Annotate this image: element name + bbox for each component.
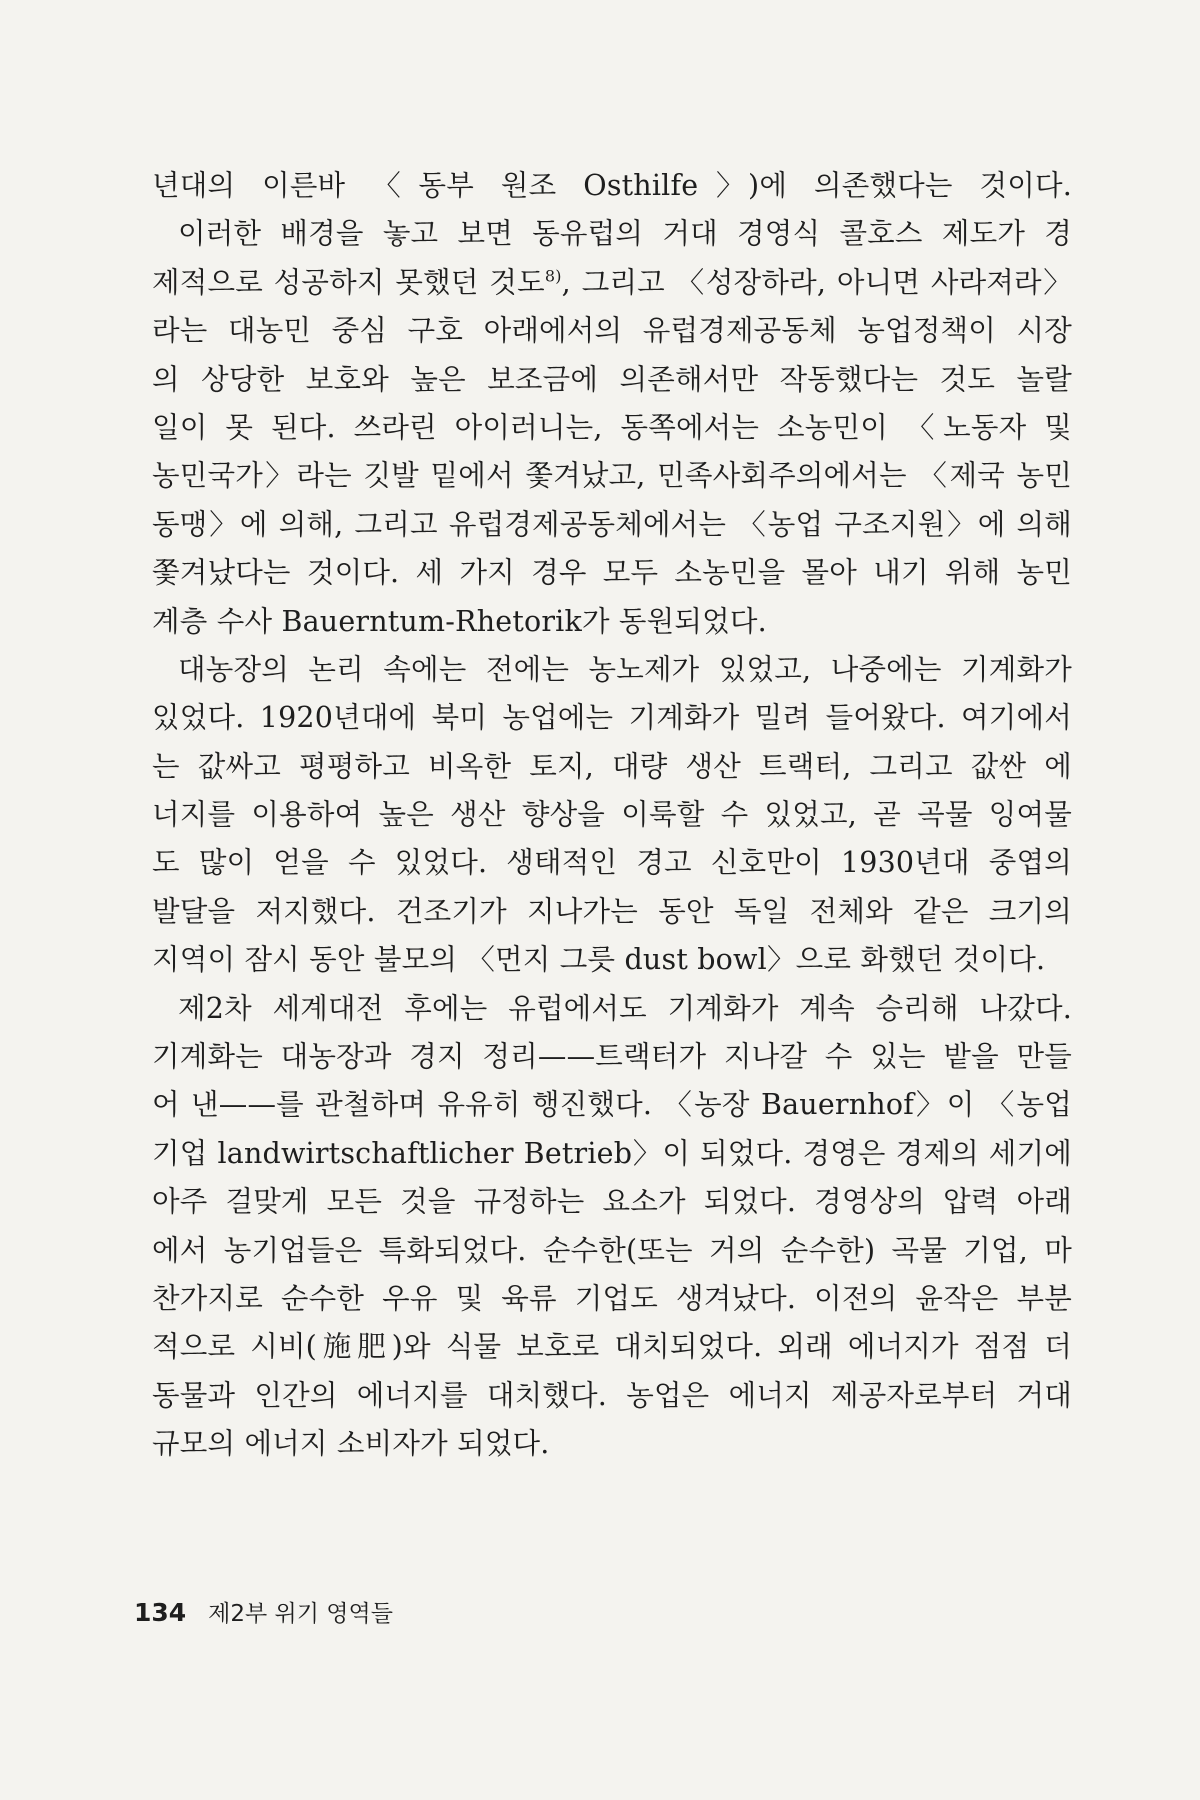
text-line	[152, 259, 1072, 307]
text-line: 도 많이 얻을 수 있었다. 생태적인 경고 신호만이 1930년대 중엽의	[152, 846, 1072, 880]
text-line: 찬가지로 순수한 우유 및 육류 기업도 생겨났다. 이전의 윤작은 부분	[152, 1281, 1072, 1315]
text-line: 일이 못 된다. 쓰라린 아이러니는, 동쪽에서는 소농민이 〈노동자 및	[152, 410, 1072, 444]
text-line: 에서 농기업들은 특화되었다. 순수한(또는 거의 순수한) 곡물 기업, 마	[152, 1233, 1072, 1267]
text-segment: , 그리고 〈성장하라, 아니면 사라져라〉	[561, 265, 1072, 299]
text-line: 규모의 에너지 소비자가 되었다.	[152, 1427, 550, 1461]
text-line: 적으로 시비(施肥)와 식물 보호로 대치되었다. 외래 에너지가 점점 더	[152, 1330, 1072, 1364]
page-footer	[134, 1595, 393, 1628]
body-text	[152, 162, 1072, 1469]
text-line: 농민국가〉라는 깃발 밑에서 쫓겨났고, 민족사회주의에서는 〈제국 농민	[152, 459, 1072, 493]
running-section-title: 제2부 위기 영역들	[208, 1601, 393, 1627]
text-line: 대농장의 논리 속에는 전에는 농노제가 있었고, 나중에는 기계화가	[178, 652, 1072, 686]
text-line: 동물과 인간의 에너지를 대치했다. 농업은 에너지 제공자로부터 거대	[152, 1378, 1072, 1412]
text-line: 어 낸——를 관철하며 유유히 행진했다. 〈농장 Bauernhof〉이 〈농업	[152, 1088, 1072, 1122]
text-line: 년대의 이른바 〈동부 원조 Osthilfe〉)에 의존했다는 것이다.	[152, 169, 1072, 202]
footnote-marker: 8)	[544, 266, 562, 286]
text-line: 발달을 저지했다. 건조기가 지나가는 동안 독일 전체와 같은 크기의	[152, 894, 1072, 928]
text-line: 동맹〉에 의해, 그리고 유럽경제공동체에서는 〈농업 구조지원〉에 의해	[152, 507, 1072, 541]
text-line: 의 상당한 보호와 높은 보조금에 의존해서만 작동했다는 것도 놀랄	[152, 362, 1072, 396]
text-line: 계층 수사 Bauerntum-Rhetorik가 동원되었다.	[152, 604, 767, 638]
text-line: 지역이 잠시 동안 불모의 〈먼지 그릇 dust bowl〉으로 화했던 것이다.	[152, 943, 1046, 977]
page-number: 134	[134, 1598, 187, 1627]
text-line: 는 값싸고 평평하고 비옥한 토지, 대량 생산 트랙터, 그리고 값싼 에	[152, 749, 1072, 783]
text-line: 기계화는 대농장과 경지 정리——트랙터가 지나갈 수 있는 밭을 만들	[152, 1040, 1072, 1074]
text-line: 제2차 세계대전 후에는 유럽에서도 기계화가 계속 승리해 나갔다.	[178, 991, 1072, 1025]
text-line: 아주 걸맞게 모든 것을 규정하는 요소가 되었다. 경영상의 압력 아래	[152, 1185, 1072, 1219]
text-line: 라는 대농민 중심 구호 아래에서의 유럽경제공동체 농업정책이 시장	[152, 314, 1072, 348]
text-line: 있었다. 1920년대에 북미 농업에는 기계화가 밀려 들어왔다. 여기에서	[152, 701, 1072, 735]
text-line: 쫓겨났다는 것이다. 세 가지 경우 모두 소농민을 몰아 내기 위해 농민	[152, 556, 1072, 590]
text-line: 너지를 이용하여 높은 생산 향상을 이룩할 수 있었고, 곧 곡물 잉여물	[152, 798, 1072, 832]
text-line: 이러한 배경을 놓고 보면 동유럽의 거대 경영식 콜호스 제도가 경	[178, 217, 1072, 251]
text-line: 기업 landwirtschaftlicher Betrieb〉이 되었다. 경영은 경제의 세기에	[152, 1136, 1072, 1170]
text-segment: 제적으로 성공하지 못했던 것도	[152, 265, 545, 299]
